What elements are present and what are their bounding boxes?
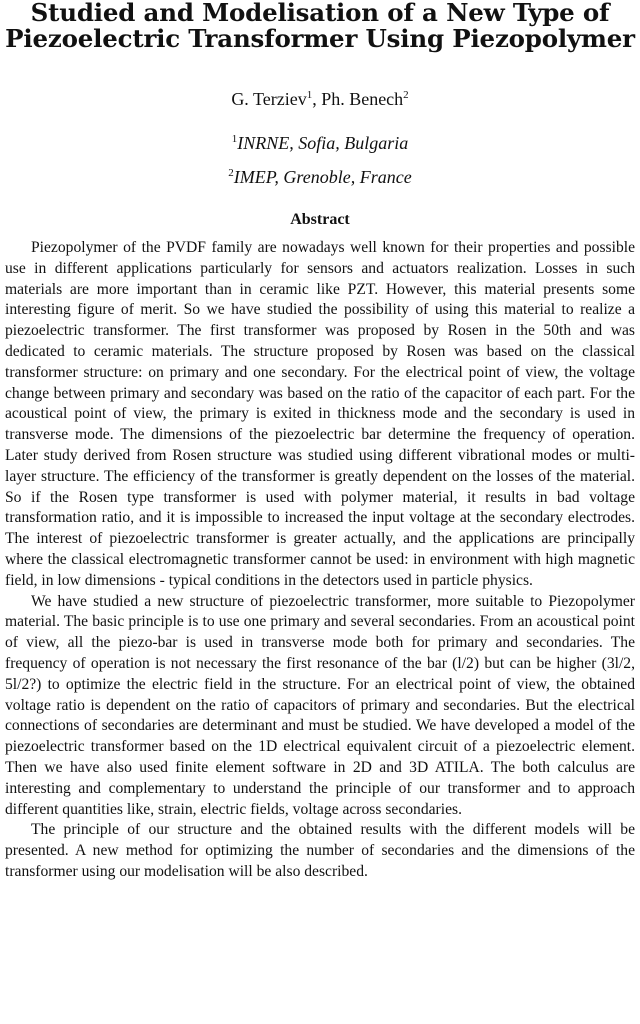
abstract-body: [5, 238, 635, 883]
affiliation-1: [0, 132, 640, 154]
author-name: G. Terziev: [231, 89, 307, 109]
affiliation-text: IMEP, Grenoble, France: [233, 167, 412, 187]
affiliation-2: [0, 166, 640, 188]
affiliation-text: INRNE, Sofia, Bulgaria: [237, 133, 409, 153]
author-separator: ,: [312, 89, 322, 109]
author-name: Ph. Benech: [321, 89, 404, 109]
abstract-paragraph-1: Piezopolymer of the PVDF family are nowadays well known for their properties and possible use in different applications particularly for sensors and actuators realization. Losses in such materials are more important than in ceramic like PZT. However, this material presents some interesting figure of merit. So we have studied the possibility of using this material to realize a piezoelectric transformer. The first transformer was proposed by Rosen in the 50th and was dedicated to ceramic materials. The structure proposed by Rosen was based on the classical transformer structure: on primary and one secondary. For the electrical point of view, the voltage change between primary and secondary was based on the ratio of the capacitor of each part. For the acoustical point of view, the primary is exited in thickness mode and the secondary is used in transverse mode. The dimensions of the piezoelectric bar determine the frequency of operation. Later study derived from Rosen structure was studied using different vibrational modes or multi-layer structure. The efficiency of the transformer is greatly dependent on the losses of the material. So if the Rosen type transformer is used with polymer material, it results in bad voltage transformation ratio, and it is impossible to increased the input voltage at the secondary electrodes. The interest of piezoelectric transformer is greater actually, and the applications are principally where the classical electromagnetic transformer cannot be used: in environment with high magnetic field, in low dimensions - typical conditions in the detectors used in particle physics.: [5, 239, 635, 589]
author-list: [0, 88, 640, 110]
paper-title-line-1: Studied and Modelisation of a New Type of: [30, 0, 610, 27]
abstract-paragraph-2: We have studied a new structure of piezoelectric transformer, more suitable to Piezopolymer material. The basic principle is to use one primary and several secondaries. From an acoustical point of view, all the piezo-bar is used in transverse mode both for primary and secondaries. The frequency of operation is not necessary the first resonance of the bar (l/2) but can be higher (3l/2, 5l/2?) to optimize the electric field in the structure. For an electrical point of view, the obtained voltage ratio is dependent on the ratio of capacitors of primary and secondaries. But the electrical connections of secondaries are determinant and must be studied. We have developed a model of the piezoelectric transformer based on the 1D electrical equivalent circuit of a piezoelectric element. Then we have also used finite element software in 2D and 3D ATILA. The both calculus are interesting and complementary to understand the principle of our transformer and to approach different quantities like, strain, electric fields, voltage across secondaries.: [5, 592, 635, 818]
affiliation-mark: 2: [403, 89, 409, 101]
affiliation-mark: 1: [231, 133, 238, 145]
affiliation-mark: 1: [306, 89, 313, 101]
paper-title-line-2: Piezoelectric Transformer Using Piezopolymer: [5, 24, 635, 53]
affiliation-mark: 2: [228, 167, 234, 179]
abstract-heading: Abstract: [290, 211, 350, 228]
abstract-paragraph-3: The principle of our structure and the obtained results with the different models will be presented. A new method for optimizing the number of secondaries and the dimensions of the transformer using our modelisation will be also described.: [5, 821, 635, 880]
